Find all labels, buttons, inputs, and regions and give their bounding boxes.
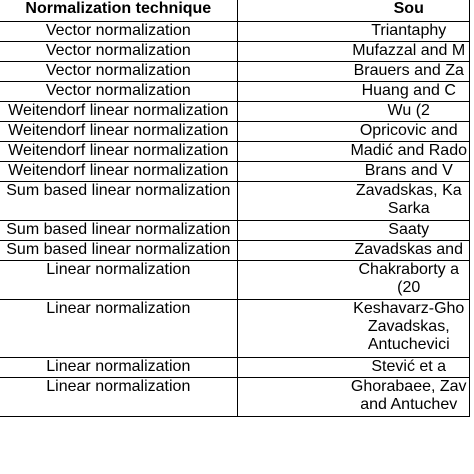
source-line: Chakraborty a [358, 261, 459, 278]
source-line: (20 [397, 279, 421, 296]
source-cell [238, 102, 470, 122]
source-line: Stević et a [371, 358, 447, 375]
header-technique: Normalization technique [0, 0, 238, 22]
table-row [0, 102, 470, 122]
technique-cell: Vector normalization [0, 22, 238, 42]
technique-cell: Linear normalization [0, 358, 238, 378]
header-source: Sou [238, 0, 470, 22]
source-line: Saaty [388, 221, 430, 238]
technique-cell: Sum based linear normalization [0, 241, 238, 261]
technique-cell: Vector normalization [0, 62, 238, 82]
source-line: Triantaphy [371, 22, 447, 39]
table-row [0, 182, 470, 221]
source-cell [238, 358, 470, 378]
table-row [0, 378, 470, 417]
technique-cell: Weitendorf linear normalization [0, 162, 238, 182]
technique-cell: Linear normalization [0, 300, 238, 358]
source-line: Brauers and Za [353, 62, 464, 79]
source-cell [238, 261, 470, 300]
technique-cell: Vector normalization [0, 82, 238, 102]
source-cell [238, 62, 470, 82]
table-row [0, 82, 470, 102]
source-line: Huang and C [361, 82, 456, 99]
table-row [0, 261, 470, 300]
table-row [0, 358, 470, 378]
source-cell [238, 142, 470, 162]
technique-cell: Weitendorf linear normalization [0, 122, 238, 142]
table-row [0, 62, 470, 82]
source-cell [238, 162, 470, 182]
source-line: Zavadskas, Ka [355, 182, 462, 199]
technique-cell: Weitendorf linear normalization [0, 142, 238, 162]
source-cell [238, 378, 470, 417]
table-row [0, 42, 470, 62]
table-row [0, 162, 470, 182]
source-cell [238, 182, 470, 221]
source-line: Keshavarz-Gho [353, 300, 465, 317]
technique-cell: Weitendorf linear normalization [0, 102, 238, 122]
source-cell [238, 241, 470, 261]
source-line: Madić and Rado [350, 142, 467, 159]
table-row [0, 241, 470, 261]
table-header-row [0, 0, 470, 22]
source-line: Zavadskas, [367, 318, 450, 335]
source-line: Opricovic and [359, 122, 458, 139]
table-row [0, 22, 470, 42]
technique-cell: Linear normalization [0, 261, 238, 300]
source-line: Zavadskas and [354, 241, 463, 258]
table-row [0, 221, 470, 241]
source-line: Mufazzal and M [352, 42, 466, 59]
source-cell [238, 42, 470, 62]
technique-cell: Vector normalization [0, 42, 238, 62]
source-line: Ghorabaee, Zav [350, 378, 467, 395]
source-line: and Antuchev [360, 396, 458, 413]
technique-cell: Sum based linear normalization [0, 221, 238, 241]
table-row [0, 142, 470, 162]
source-cell [238, 22, 470, 42]
source-cell [238, 221, 470, 241]
source-line: Sarka [387, 200, 430, 217]
source-cell [238, 300, 470, 358]
technique-cell: Linear normalization [0, 378, 238, 417]
table-row [0, 300, 470, 358]
source-line: Antuchevici [367, 336, 450, 353]
source-line: Brans and V [364, 162, 453, 179]
source-cell [238, 82, 470, 102]
table-row [0, 122, 470, 142]
source-cell [238, 122, 470, 142]
source-line: Wu (2 [387, 102, 430, 119]
technique-cell: Sum based linear normalization [0, 182, 238, 221]
